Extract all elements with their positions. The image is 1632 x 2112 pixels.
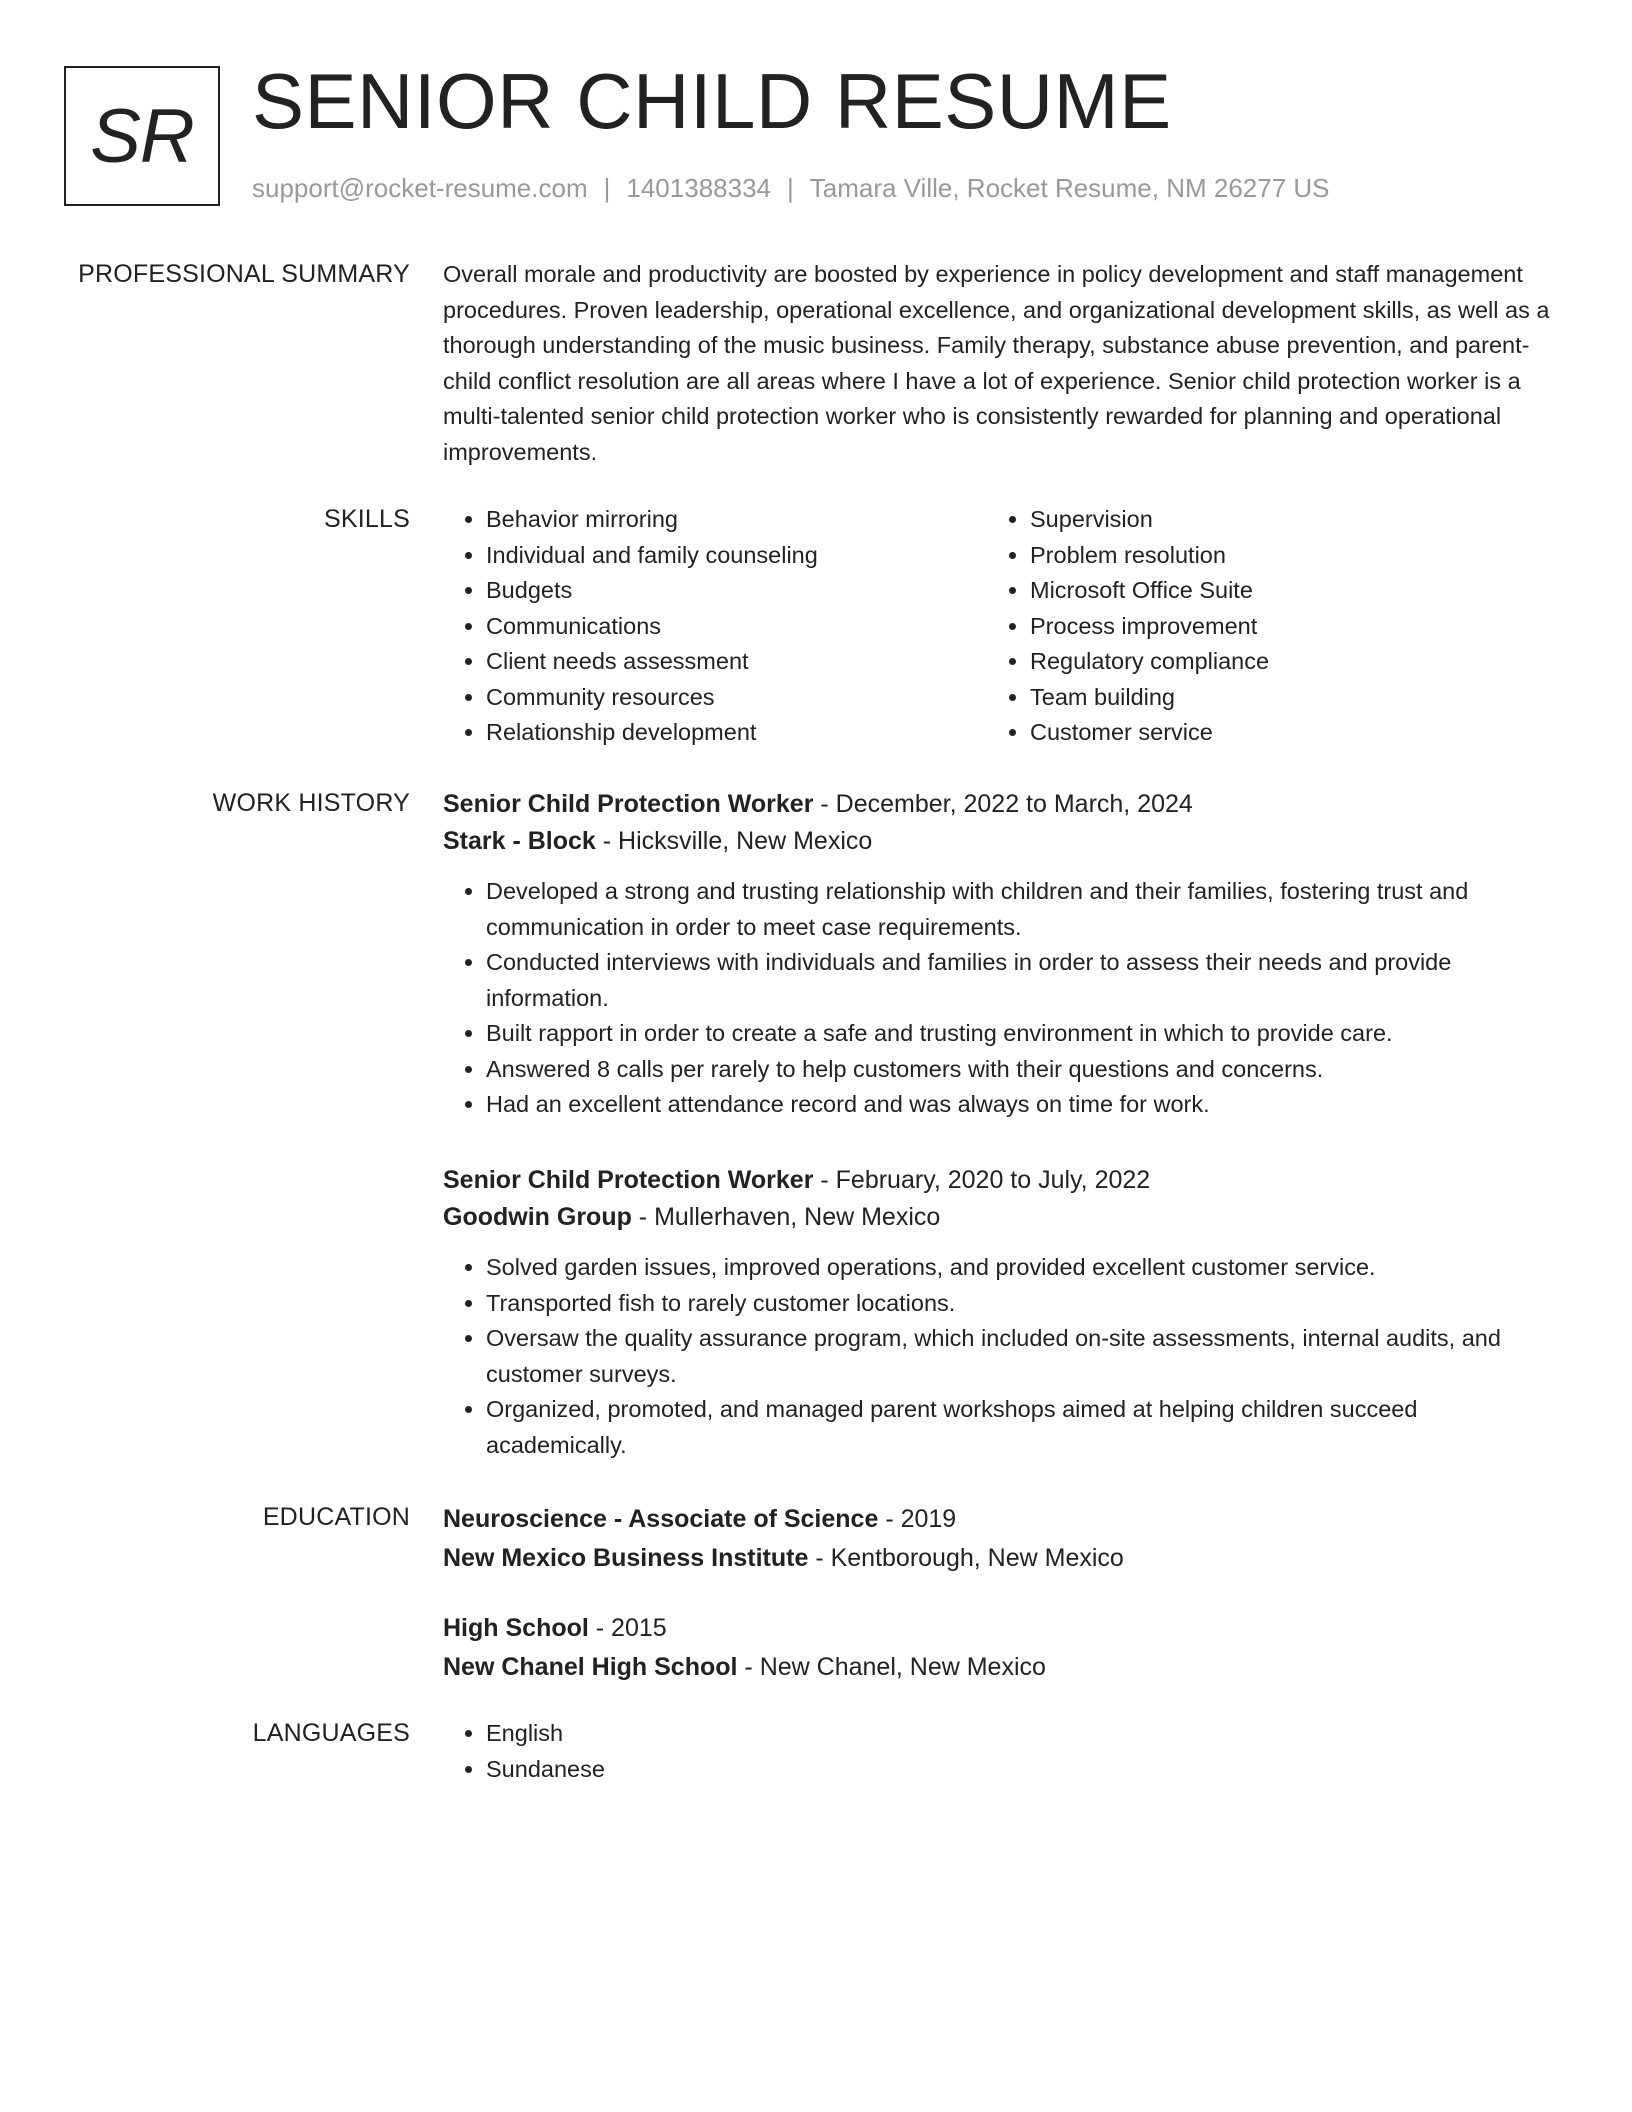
- contact-separator: |: [603, 173, 611, 203]
- job-title: Senior Child Protection Worker: [443, 790, 814, 818]
- education-year: - 2015: [588, 1614, 667, 1642]
- skill-item: • Individual and family counseling: [486, 538, 983, 574]
- resume-name: SENIOR CHILD RESUME: [252, 57, 1172, 145]
- education-school: New Chanel High School: [443, 1653, 738, 1681]
- job-duties: [443, 1250, 1553, 1463]
- education-year: - 2019: [878, 1505, 957, 1533]
- section-label-skills: SKILLS: [324, 505, 410, 533]
- job-dates: - December, 2022 to March, 2024: [813, 790, 1193, 818]
- monogram-logo: SR: [64, 66, 220, 206]
- job-duty: • Built rapport in order to create a safe and trusting environment in which to provide care.: [486, 1016, 1553, 1052]
- language-item: • English: [486, 1716, 1553, 1752]
- skill-item: • Client needs assessment: [486, 644, 983, 680]
- education-entry: [443, 1500, 1553, 1578]
- section-label-education: EDUCATION: [262, 1503, 410, 1531]
- job-dates: - February, 2020 to July, 2022: [813, 1166, 1151, 1194]
- skill-item: • Team building: [1030, 680, 1527, 716]
- skills-column-left: [443, 502, 983, 751]
- skill-item: • Relationship development: [486, 715, 983, 751]
- contact-phone: 1401388334: [626, 173, 771, 203]
- education-location: - Kentborough, New Mexico: [808, 1544, 1124, 1572]
- job-duties: [443, 874, 1553, 1123]
- contact-separator: |: [787, 173, 794, 203]
- skill-item: • Communications: [486, 609, 983, 645]
- job-duty: • Answered 8 calls per rarely to help customers with their questions and concerns.: [486, 1052, 1553, 1088]
- section-label-summary: PROFESSIONAL SUMMARY: [78, 260, 410, 288]
- contact-address: Tamara Ville, Rocket Resume, NM 26277 US: [809, 173, 1330, 203]
- contact-line: [252, 172, 1330, 204]
- section-label-languages: LANGUAGES: [252, 1719, 410, 1747]
- job-title-line: [443, 786, 1553, 823]
- job-company-line: [443, 1199, 1553, 1236]
- education-degree-line: [443, 1609, 1553, 1648]
- skill-item: • Supervision: [1030, 502, 1527, 538]
- skill-item: • Microsoft Office Suite: [1030, 573, 1527, 609]
- section-label-work-history: WORK HISTORY: [212, 789, 410, 817]
- contact-email: support@rocket-resume.com: [252, 173, 588, 203]
- language-item: • Sundanese: [486, 1752, 1553, 1788]
- education-school-line: [443, 1648, 1553, 1687]
- job-company-line: [443, 823, 1553, 860]
- job-title-line: [443, 1162, 1553, 1199]
- job-duty: • Conducted interviews with individuals and families in order to assess their needs and provide information.: [486, 945, 1553, 1016]
- skill-item: • Customer service: [1030, 715, 1527, 751]
- skill-item: • Regulatory compliance: [1030, 644, 1527, 680]
- job-duty: • Solved garden issues, improved operations, and provided excellent customer service.: [486, 1250, 1553, 1286]
- summary-body: [443, 257, 1553, 470]
- job-duty: • Transported fish to rarely customer locations.: [486, 1286, 1553, 1322]
- skill-item: • Problem resolution: [1030, 538, 1527, 574]
- education-location: - New Chanel, New Mexico: [737, 1653, 1046, 1681]
- skill-item: • Behavior mirroring: [486, 502, 983, 538]
- skill-item: • Process improvement: [1030, 609, 1527, 645]
- skills-column-right: [987, 502, 1527, 751]
- job-location: - Mullerhaven, New Mexico: [631, 1203, 941, 1231]
- education-degree: Neuroscience - Associate of Science: [443, 1505, 879, 1533]
- summary-text: Overall morale and productivity are boosted by experience in policy development and staff management procedures. Proven leadership, operational excellence, and organizational development skills, as well as a thorough understanding of the music business. Family therapy, substance abuse prevention, and parent-child conflict resolution are all areas where I have a lot of experience. Senior child protection worker is a multi-talented senior child protection worker who is consistently rewarded for planning and operational improvements.: [443, 261, 1550, 465]
- education-entry: [443, 1609, 1553, 1687]
- job-duty: • Oversaw the quality assurance program, which included on-site assessments, internal audits, and customer surveys.: [486, 1321, 1553, 1392]
- education-school-line: [443, 1539, 1553, 1578]
- job-entry: [443, 786, 1553, 1123]
- languages-body: [443, 1716, 1553, 1787]
- job-duty: • Organized, promoted, and managed parent workshops aimed at helping children succeed academically.: [486, 1392, 1553, 1463]
- job-duty: • Had an excellent attendance record and was always on time for work.: [486, 1087, 1553, 1123]
- job-company: Goodwin Group: [443, 1203, 632, 1231]
- skill-item: • Community resources: [486, 680, 983, 716]
- job-title: Senior Child Protection Worker: [443, 1166, 814, 1194]
- education-degree-line: [443, 1500, 1553, 1539]
- job-duty: • Developed a strong and trusting relationship with children and their families, fostering trust and communication in order to meet case requirements.: [486, 874, 1553, 945]
- job-entry: [443, 1162, 1553, 1463]
- education-school: New Mexico Business Institute: [443, 1544, 809, 1572]
- education-degree: High School: [443, 1614, 589, 1642]
- job-company: Stark - Block: [443, 827, 596, 855]
- skill-item: • Budgets: [486, 573, 983, 609]
- job-location: - Hicksville, New Mexico: [595, 827, 873, 855]
